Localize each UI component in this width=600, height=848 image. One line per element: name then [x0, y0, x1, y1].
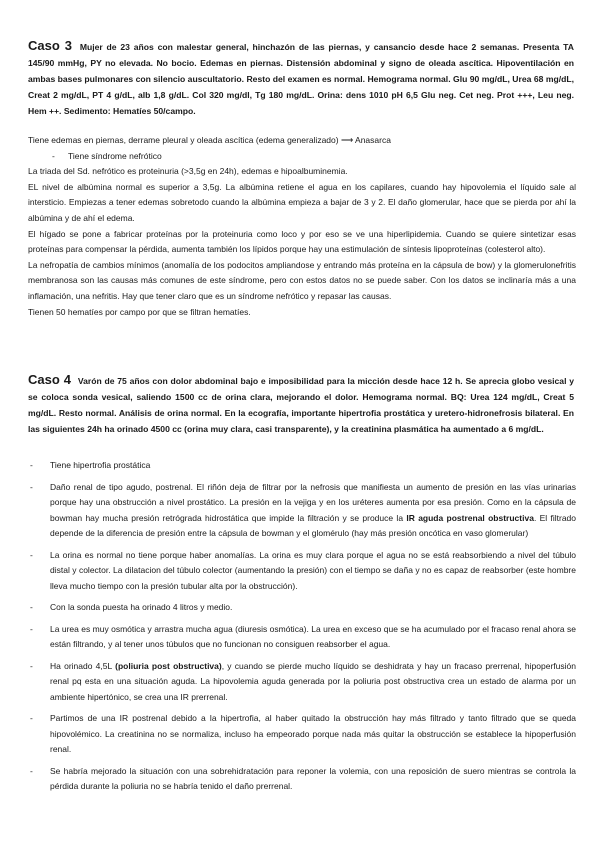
list-item: - Partimos de una IR postrenal debido a la hipertrofia, al haber quitado la obstrucción hay más filtrado y tanto filtrado que se queda hipovolémico. La creatinina no se normaliza, incluso ha empeorado porque nada más quitar la obstrucción se establece la hipoperfusión renal.: [30, 713, 576, 754]
dash-marker: -: [52, 150, 55, 161]
case-3-title: Caso 3: [28, 38, 73, 53]
note-nephrotic: Tiene síndrome nefrótico: [68, 150, 162, 161]
list-item: - Daño renal de tipo agudo, postrenal. El riñón deja de filtrar por la nefrosis que manifiesta un aumento de presión en las vías urinarias porque hay una obstrucción a nivel prostático. La presión en la vejiga y en los uréteres aumenta por esa presión. Como en la cápsula de bowman hay mucha presión retrógrada hidrostática que impide la filtración y se produce la IR aguda postrenal obstructiva. El filtrado depende de la diferencia de presión entre la cápsula de bowman y el glomérulo (hay más presión oncótica en vaso glomerular): [30, 481, 576, 538]
case-4-statement-block: [28, 372, 574, 437]
list-item: - La urea es muy osmótica y arrastra mucha agua (diuresis osmótica). La urea en exceso que se ha acumulado por el fracaso renal ahora se están filtrando, y al tener unos túbulos que no funcionan no consiguen reabsorber el agua.: [30, 623, 576, 649]
case-4-list: [28, 458, 576, 801]
list-item: - La orina es normal no tiene porque haber anomalías. La orina es muy clara porque el agua no se está reabsorbiendo a nivel del túbulo distal y colector. La dilatacion del túbulo colector (aumentando la presión) con el tiempo se daña y no es capaz de reabsorber (este hombre lleva mucho tiempo con la presión tubular alta por la obstrucción).: [30, 549, 576, 591]
case-3-statement: Mujer de 23 años con malestar general, hinchazón de las piernas, y cansancio desde hace 2 semanas. Presenta TA 145/90 mmHg, PY no elevada. No bocio. Edemas en piernas. Distensión abdominal y signo de oleada ascítica. Hipoventilación en ambas bases pulmonares con silencio auscultatorio. Resto del examen es normal. Hemograma normal. Glu 90 mg/dL, Urea 68 mg/dL, Creat 2 mg/dL, PT 4 g/dL, alb 1,8 g/dL. Col 320 mg/dl, Tg 180 mg/dL. Orina: dens 1010 pH 6,5 Glu neg. Cet neg. Prot +++, Leu neg. Hem ++. Sedimento: Hematíes 50/campo.: [28, 42, 574, 117]
note-albumin: EL nivel de albúmina normal es superior a 3,5g. La albúmina retiene el agua en los capilares, cuando hay hipovolemia el líquido sale al intersticio. Empiezas a tener edemas sobretodo cuando la albúmina empieza a bajar de 3 y 2. El daño glomerular, hace que se pierda por ahí la albúmina y de ahí el edema.: [28, 181, 576, 223]
case-4-statement: Varón de 75 años con dolor abdominal bajo e imposibilidad para la micción desde hace 12 h. Se aprecia globo vesical y se coloca sonda vesical, saliendo 1500 cc de orina clara, mejorando el dolor. Hemograma normal. BQ: Urea 124 mg/dL, Creat 5 mg/dL. Resto normal. Análisis de orina normal. En la ecografía, importante hipertrofia prostática y uretero-hidronefrosis bilateral. En las siguientes 24h ha orinado 4500 cc (orina muy clara, casi transparente), y la creatinina plasmática ha aumentado a 6 mg/dL.: [28, 376, 575, 435]
bold-term: (poliuria post obstructiva): [115, 660, 222, 671]
case-3-statement-block: [28, 38, 574, 119]
note-liver: El hígado se pone a fabricar proteínas por la proteinuria como loco y por eso se ve una hiperlipidemia. Cuando se quiere sintetizar esas proteínas para compensar la pérdida, aumenta también los lípidos porque hay una estimulación de síntesis lipoproteínas (colesterol alto).: [28, 228, 576, 255]
list-item: - Se habría mejorado la situación con una sobrehidratación para reponer la volemia, con una reposición de suero mientras se controla la pérdida durante la poliuria no se habría tenido el daño prerrenal.: [30, 765, 576, 791]
list-item: - Ha orinado 4,5L (poliuria post obstructiva), y cuando se pierde mucho líquido se deshidrata y hay un fracaso prerrenal, hipoperfusión renal pq esta en una situación aguda. La hipovolemia aguda generada por la poliuria post obstructiva crea un estado de alarma por un ambiente hipertónico, se crea una IR prerrenal.: [30, 660, 576, 702]
note-hematies: Tienen 50 hematíes por campo por que se filtran hematíes.: [28, 306, 251, 317]
case-4-title: Caso 4: [28, 372, 72, 387]
list-item: - Tiene hipertrofia prostática: [30, 460, 151, 470]
note-nephrotic-bullet: [28, 149, 576, 165]
bold-term: IR aguda postrenal obstructiva: [406, 512, 534, 523]
note-triad: La triada del Sd. nefrótico es proteinuria (>3,5g en 24h), edemas e hipoalbuminemia.: [28, 166, 348, 177]
note-anasarca: Tiene edemas en piernas, derrame pleural y oleada ascítica (edema generalizado) ⟶ Anasarca: [28, 135, 391, 145]
case-3-notes: [28, 133, 576, 320]
list-item: - Con la sonda puesta ha orinado 4 litros y medio.: [30, 602, 233, 612]
note-nephropathy: La nefropatía de cambios mínimos (anomalía de los podocitos ampliandose y entrando más proteína en la cápsula de bow) y la glomerulonefritis membranosa son las causas más comunes de este síndrome, pero con estos datos no se puede saber. Con los datos se inclinaría más a una inflamación, una nefritis. Hay que tener claro que es un síndrome nefrótico y repasar las causas.: [28, 259, 576, 301]
